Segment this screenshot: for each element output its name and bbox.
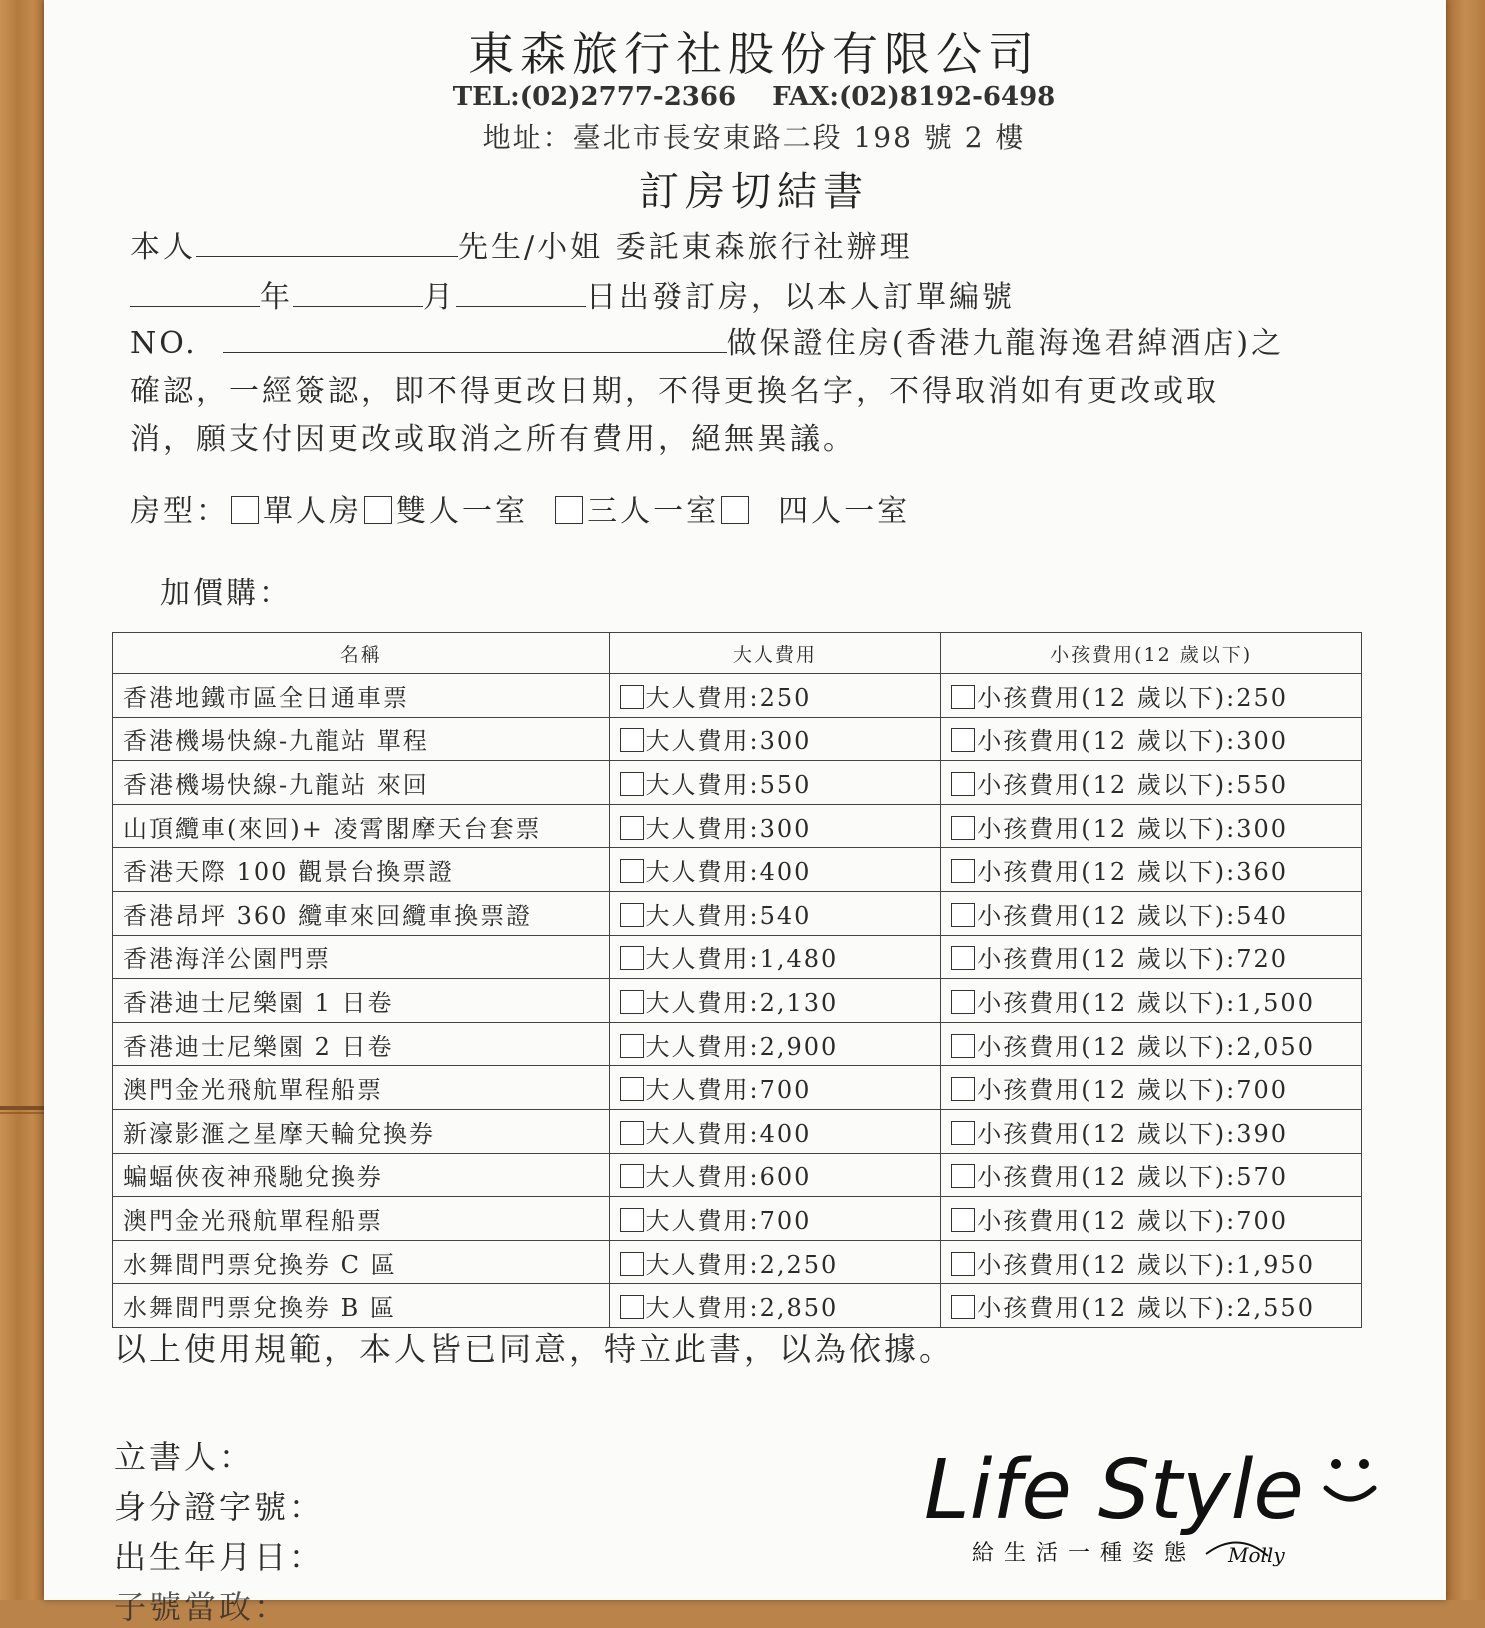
child-price-cell <box>941 1284 1362 1328</box>
table-row <box>113 891 1362 935</box>
addon-item-name: 香港海洋公園門票 <box>113 935 610 979</box>
child-price-checkbox[interactable] <box>951 1034 975 1058</box>
column-header-child: 小孩費用(12 歲以下) <box>941 633 1362 674</box>
child-price-cell <box>941 1240 1362 1284</box>
adult-price-label: 大人費用:2,130 <box>645 988 839 1017</box>
child-price-cell <box>941 674 1362 718</box>
company-name: 東森旅行社股份有限公司 <box>468 27 1040 81</box>
table-row <box>113 1022 1362 1066</box>
adult-price-label: 大人費用:300 <box>645 727 812 756</box>
addon-item-name: 香港天際 100 觀景台換票證 <box>113 848 610 892</box>
child-price-checkbox[interactable] <box>951 859 975 883</box>
adult-price-cell <box>609 1109 941 1153</box>
child-price-checkbox[interactable] <box>951 816 975 840</box>
room-triple-checkbox[interactable] <box>555 496 583 524</box>
intro-line-1 <box>130 222 913 266</box>
addon-table <box>112 632 1362 1328</box>
year-blank[interactable] <box>130 306 260 307</box>
adult-price-label: 大人費用:300 <box>645 814 812 843</box>
addon-item-name: 蝙蝠俠夜神飛馳兌換券 <box>113 1153 610 1197</box>
adult-price-cell <box>609 1022 941 1066</box>
adult-price-label: 大人費用:400 <box>645 1119 812 1148</box>
day-blank[interactable] <box>456 306 586 307</box>
month-blank[interactable] <box>293 306 423 307</box>
table-row <box>113 1240 1362 1284</box>
adult-price-label: 大人費用:1,480 <box>645 945 839 974</box>
child-price-label: 小孩費用(12 歲以下):1,950 <box>977 1250 1315 1279</box>
child-price-checkbox[interactable] <box>951 1121 975 1145</box>
booking-form-paper <box>44 0 1446 1626</box>
year-label: 年 <box>260 280 293 315</box>
child-price-checkbox[interactable] <box>951 903 975 927</box>
table-row <box>113 1284 1362 1328</box>
fax-number: FAX:(02)8192-6498 <box>772 82 1056 112</box>
child-price-label: 小孩費用(12 歲以下):360 <box>977 858 1289 887</box>
adult-price-cell <box>609 674 941 718</box>
room-single-label: 單人房 <box>263 494 362 529</box>
document-title: 訂房切結書 <box>639 169 869 215</box>
intro-line-3 <box>130 318 1284 362</box>
adult-price-checkbox[interactable] <box>620 772 644 796</box>
room-single-checkbox[interactable] <box>231 496 259 524</box>
child-price-label: 小孩費用(12 歲以下):720 <box>977 945 1289 974</box>
adult-price-label: 大人費用:2,850 <box>645 1294 839 1323</box>
adult-price-cell <box>609 891 941 935</box>
intro-line-2-text: 日出發訂房，以本人訂單編號 <box>586 280 1015 315</box>
child-price-cell <box>941 1109 1362 1153</box>
adult-price-checkbox[interactable] <box>620 946 644 970</box>
life-style-watermark-logo <box>918 1432 1378 1600</box>
adult-price-cell <box>609 1240 941 1284</box>
room-double-label: 雙人一室 <box>396 494 528 529</box>
adult-price-cell <box>609 935 941 979</box>
table-row <box>113 979 1362 1023</box>
id-number-label: 身分證字號： <box>114 1488 325 1526</box>
company-address: 地址：臺北市長安東路二段 198 號 2 樓 <box>482 121 1026 154</box>
child-price-label: 小孩費用(12 歲以下):1,500 <box>977 988 1315 1017</box>
room-type-row <box>130 486 910 530</box>
table-row <box>113 804 1362 848</box>
adult-price-checkbox[interactable] <box>620 728 644 752</box>
wood-seam <box>0 1112 46 1114</box>
adult-price-checkbox[interactable] <box>620 1077 644 1101</box>
child-price-checkbox[interactable] <box>951 1252 975 1276</box>
child-price-checkbox[interactable] <box>951 946 975 970</box>
room-triple-label: 三人一室 <box>587 494 720 529</box>
adult-price-checkbox[interactable] <box>620 1164 644 1188</box>
adult-price-label: 大人費用:550 <box>645 770 812 799</box>
addon-item-name: 澳門金光飛航單程船票 <box>113 1197 610 1241</box>
child-price-checkbox[interactable] <box>951 1295 975 1319</box>
child-price-checkbox[interactable] <box>951 1164 975 1188</box>
tel-number: TEL:(02)2777-2366 <box>452 82 737 112</box>
column-header-name: 名稱 <box>113 633 610 674</box>
intro-line-4: 確認，一經簽認，即不得更改日期，不得更換名字，不得取消如有更改或取 <box>130 374 1219 409</box>
adult-price-checkbox[interactable] <box>620 1252 644 1276</box>
child-price-cell <box>941 1197 1362 1241</box>
addon-item-name: 香港地鐵市區全日通車票 <box>113 674 610 718</box>
adult-price-label: 大人費用:540 <box>645 901 812 930</box>
table-row <box>113 761 1362 805</box>
order-number-blank[interactable] <box>223 352 727 353</box>
child-price-checkbox[interactable] <box>951 685 975 709</box>
watermark-title: Life Style <box>924 1443 1304 1538</box>
adult-price-cell <box>609 1066 941 1110</box>
intro-line-5: 消，願支付因更改或取消之所有費用，絕無異議。 <box>130 422 856 457</box>
adult-price-checkbox[interactable] <box>620 685 644 709</box>
child-price-label: 小孩費用(12 歲以下):250 <box>977 683 1289 712</box>
smiley-icon <box>1326 1459 1374 1499</box>
name-blank[interactable] <box>196 256 458 257</box>
addon-item-name: 香港昂坪 360 纜車來回纜車換票證 <box>113 891 610 935</box>
addon-item-name: 澳門金光飛航單程船票 <box>113 1066 610 1110</box>
adult-price-cell <box>609 717 941 761</box>
child-price-cell <box>941 804 1362 848</box>
table-row <box>113 1066 1362 1110</box>
adult-price-label: 大人費用:400 <box>645 858 812 887</box>
addon-item-name: 香港機場快線-九龍站 來回 <box>113 761 610 805</box>
addon-item-name: 香港迪士尼樂園 2 日卷 <box>113 1022 610 1066</box>
child-price-cell <box>941 717 1362 761</box>
adult-price-checkbox[interactable] <box>620 990 644 1014</box>
addon-item-name: 香港機場快線-九龍站 單程 <box>113 717 610 761</box>
watermark-subtitle: 給生活一種姿態 <box>972 1541 1197 1566</box>
signer-label: 立書人： <box>114 1438 255 1476</box>
child-price-checkbox[interactable] <box>951 990 975 1014</box>
child-price-label: 小孩費用(12 歲以下):2,550 <box>977 1294 1315 1323</box>
child-price-label: 小孩費用(12 歲以下):570 <box>977 1163 1289 1192</box>
adult-price-checkbox[interactable] <box>620 816 644 840</box>
adult-price-checkbox[interactable] <box>620 903 644 927</box>
adult-price-cell <box>609 979 941 1023</box>
adult-price-checkbox[interactable] <box>620 1121 644 1145</box>
child-price-cell <box>941 848 1362 892</box>
child-price-checkbox[interactable] <box>951 772 975 796</box>
table-row <box>113 674 1362 718</box>
adult-price-checkbox[interactable] <box>620 1208 644 1232</box>
column-header-adult: 大人費用 <box>609 633 941 674</box>
child-price-cell <box>941 1153 1362 1197</box>
adult-price-cell <box>609 761 941 805</box>
child-price-label: 小孩費用(12 歲以下):2,050 <box>977 1032 1315 1061</box>
room-quad-label: 四人一室 <box>778 494 911 529</box>
adult-price-label: 大人費用:2,250 <box>645 1250 839 1279</box>
table-row <box>113 848 1362 892</box>
room-quad-checkbox[interactable] <box>721 496 749 524</box>
adult-price-checkbox[interactable] <box>620 1034 644 1058</box>
month-label: 月 <box>423 280 456 315</box>
child-price-cell <box>941 979 1362 1023</box>
child-price-checkbox[interactable] <box>951 728 975 752</box>
order-no-label: NO. <box>130 326 198 361</box>
addon-item-name: 山頂纜車(來回)+ 凌霄閣摩天台套票 <box>113 804 610 848</box>
intro-line-3-text: 做保證住房(香港九龍海逸君綽酒店)之 <box>726 326 1285 361</box>
adult-price-label: 大人費用:700 <box>645 1206 812 1235</box>
child-price-cell <box>941 891 1362 935</box>
adult-price-checkbox[interactable] <box>620 859 644 883</box>
wood-table-right <box>1445 0 1485 1600</box>
child-price-checkbox[interactable] <box>951 1208 975 1232</box>
table-row <box>113 1197 1362 1241</box>
birthdate-label: 出生年月日： <box>114 1538 325 1576</box>
wood-table-left <box>0 0 46 1600</box>
child-price-label: 小孩費用(12 歲以下):540 <box>977 901 1289 930</box>
contact-line <box>44 82 1464 112</box>
addon-item-name: 水舞間門票兌換券 B 區 <box>113 1284 610 1328</box>
wood-seam <box>0 1106 46 1110</box>
child-price-label: 小孩費用(12 歲以下):300 <box>977 727 1289 756</box>
intro-line-1-text: 先生/小姐 委託東森旅行社辦理 <box>458 230 913 265</box>
child-price-cell <box>941 935 1362 979</box>
child-price-cell <box>941 1022 1362 1066</box>
adult-price-cell <box>609 848 941 892</box>
addon-item-name: 新濠影滙之星摩天輪兌換券 <box>113 1109 610 1153</box>
adult-price-cell <box>609 1153 941 1197</box>
table-row <box>113 1109 1362 1153</box>
addon-table-header <box>113 633 1362 674</box>
child-price-label: 小孩費用(12 歲以下):300 <box>977 814 1289 843</box>
addon-item-name: 香港迪士尼樂園 1 日卷 <box>113 979 610 1023</box>
intro-line-2 <box>130 272 1015 316</box>
cut-off-label: 子號當政： <box>114 1588 290 1626</box>
adult-price-cell <box>609 1284 941 1328</box>
child-price-label: 小孩費用(12 歲以下):700 <box>977 1076 1289 1105</box>
intro-self-label: 本人 <box>130 230 196 265</box>
room-type-label: 房型： <box>130 494 229 529</box>
watermark-signature: Molly <box>1228 1543 1285 1567</box>
child-price-cell <box>941 761 1362 805</box>
table-row <box>113 717 1362 761</box>
adult-price-cell <box>609 1197 941 1241</box>
adult-price-label: 大人費用:600 <box>645 1163 812 1192</box>
child-price-label: 小孩費用(12 歲以下):550 <box>977 770 1289 799</box>
adult-price-label: 大人費用:2,900 <box>645 1032 839 1061</box>
table-row <box>113 1153 1362 1197</box>
child-price-cell <box>941 1066 1362 1110</box>
agreement-statement: 以上使用規範，本人皆已同意，特立此書，以為依據。 <box>114 1330 955 1368</box>
adult-price-checkbox[interactable] <box>620 1295 644 1319</box>
child-price-label: 小孩費用(12 歲以下):700 <box>977 1206 1289 1235</box>
adult-price-label: 大人費用:250 <box>645 683 812 712</box>
adult-price-cell <box>609 804 941 848</box>
table-row <box>113 935 1362 979</box>
addon-item-name: 水舞間門票兌換券 C 區 <box>113 1240 610 1284</box>
adult-price-label: 大人費用:700 <box>645 1076 812 1105</box>
room-double-checkbox[interactable] <box>364 496 392 524</box>
child-price-checkbox[interactable] <box>951 1077 975 1101</box>
child-price-label: 小孩費用(12 歲以下):390 <box>977 1119 1289 1148</box>
addon-label: 加價購： <box>160 576 292 611</box>
